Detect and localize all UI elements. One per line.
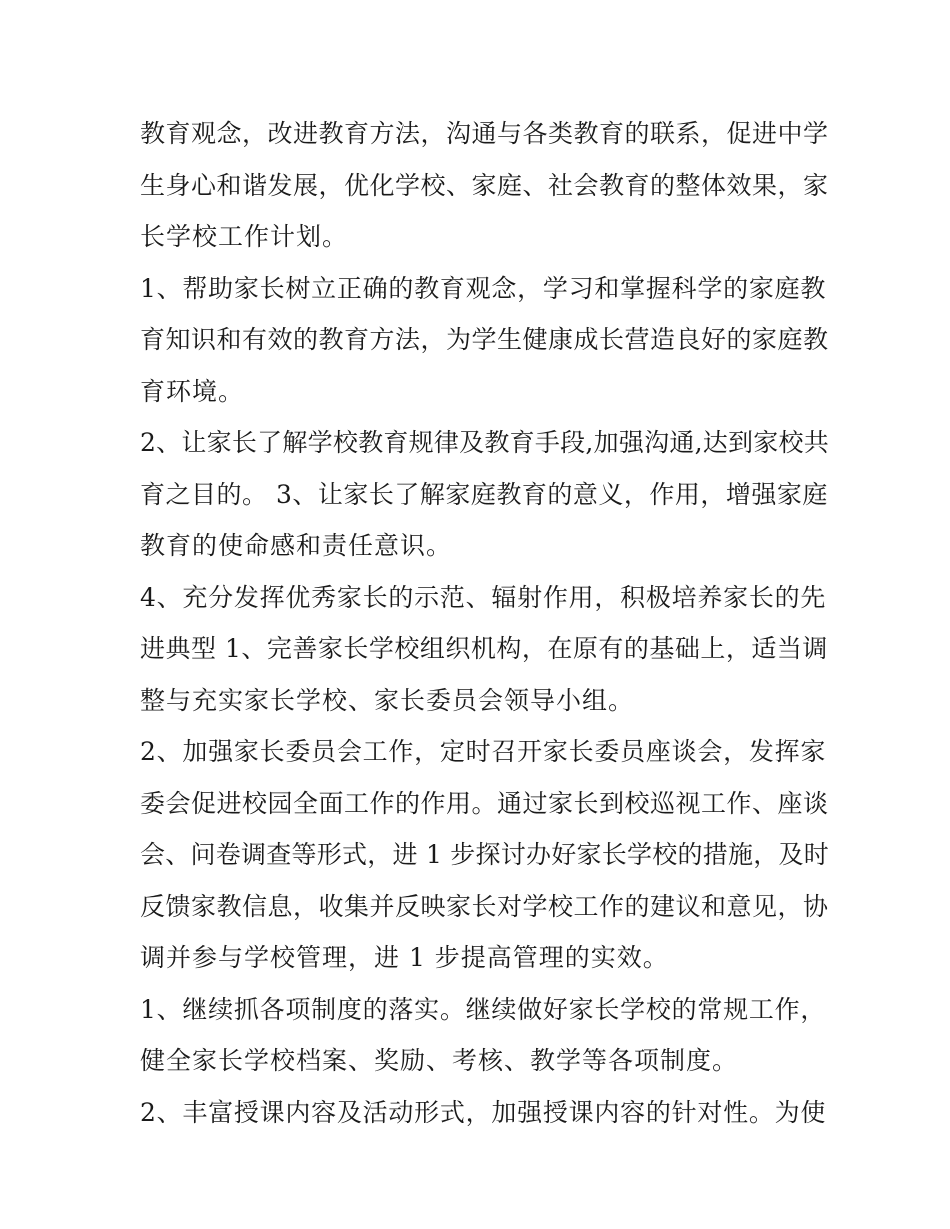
- text-line: 进典型 1、完善家长学校组织机构，在原有的基础上，适当调: [140, 634, 828, 663]
- text-line: 长学校工作计划。: [140, 222, 349, 251]
- text-line: 生身心和谐发展，优化学校、家庭、社会教育的整体效果，家: [140, 170, 829, 200]
- text-line: 2、丰富授课内容及活动形式，加强授课内容的针对性。为使: [140, 1097, 827, 1127]
- text-line: 1、继续抓各项制度的落实。继续做好家长学校的常规工作，: [140, 994, 827, 1024]
- text-line: 整与充实家长学校、家长委员会领导小组。: [140, 685, 635, 715]
- text-line: 会、问卷调查等形式，进 1 步探讨办好家长学校的措施，及时: [140, 840, 830, 869]
- text-line: 2、让家长了解学校教育规律及教育手段,加强沟通,达到家校共: [140, 428, 830, 457]
- text-line: 4、充分发挥优秀家长的示范、辐射作用，积极培养家长的先: [140, 582, 827, 612]
- text-line: 教育的使命感和责任意识。: [140, 531, 453, 560]
- text-line: 育环境。: [140, 376, 245, 406]
- body-text: [140, 108, 830, 1138]
- text-line: 育之目的。 3、让家长了解家庭教育的意义，作用，增强家庭: [140, 479, 828, 509]
- text-line: 1、帮助家长树立正确的教育观念，学习和掌握科学的家庭教: [140, 273, 827, 303]
- text-line: 健全家长学校档案、奖励、考核、教学等各项制度。: [140, 1046, 739, 1075]
- text-line: 2、加强家长委员会工作，定时召开家长委员座谈会，发挥家: [140, 737, 827, 766]
- text-line: 委会促进校园全面工作的作用。通过家长到校巡视工作、座谈: [140, 788, 829, 818]
- text-line: 调并参与学校管理，进 1 步提高管理的实效。: [140, 943, 669, 972]
- text-line: 育知识和有效的教育方法，为学生健康成长营造良好的家庭教: [140, 325, 829, 354]
- text-line: 教育观念，改进教育方法，沟通与各类教育的联系，促进中学: [140, 119, 829, 148]
- text-line: 反馈家教信息，收集并反映家长对学校工作的建议和意见，协: [140, 891, 829, 921]
